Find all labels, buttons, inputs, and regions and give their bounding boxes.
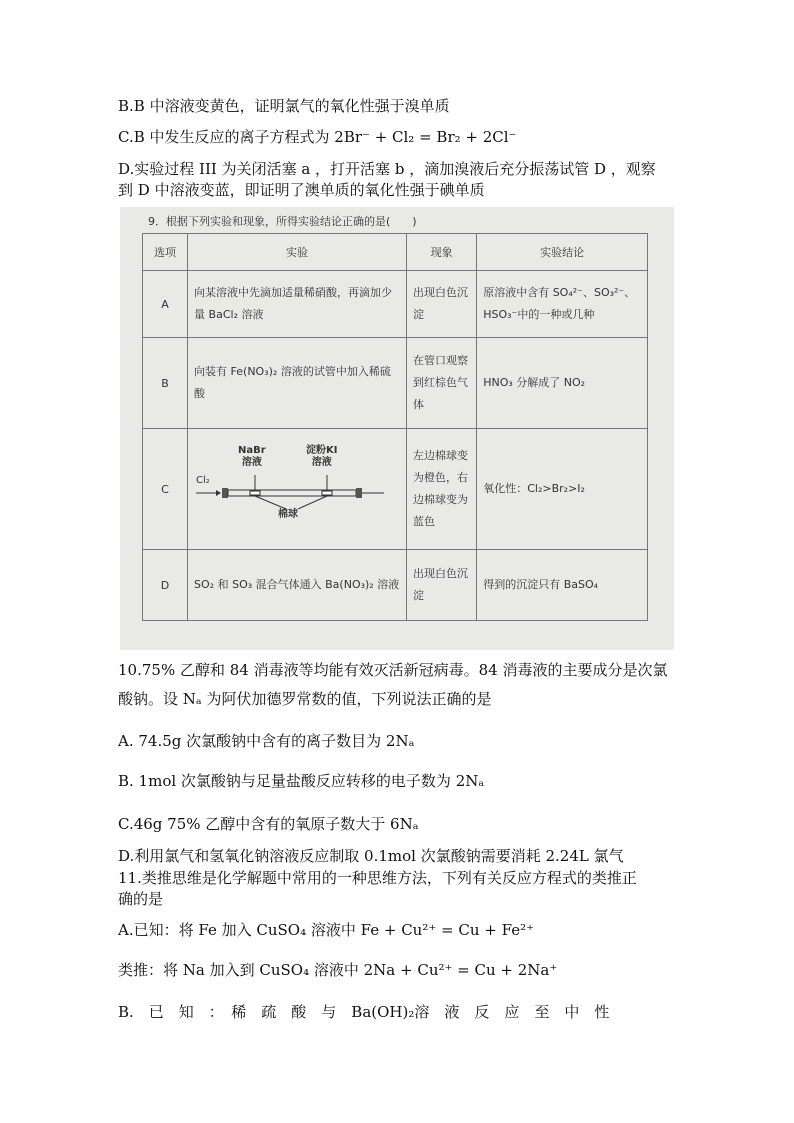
row-conclusion: 得到的沉淀只有 BaSO₄ bbox=[477, 550, 648, 621]
option-d-line-2: 到 D 中溶液变蓝，即证明了澳单质的氧化性强于碘单质 bbox=[118, 181, 485, 199]
label-cl2: Cl₂ bbox=[196, 475, 210, 486]
row-conclusion: 原溶液中含有 SO₄²⁻、SO₃²⁻、HSO₃⁻中的一种或几种 bbox=[477, 271, 648, 338]
tube-drawing bbox=[194, 439, 390, 539]
row-option: B bbox=[143, 338, 188, 429]
header-conclusion: 实验结论 bbox=[477, 234, 648, 271]
row-experiment: 向装有 Fe(NO₃)₂ 溶液的试管中加入稀硫酸 bbox=[188, 338, 407, 429]
question-9-photo bbox=[120, 207, 674, 650]
q10-stem-1: 10.75% 乙醇和 84 消毒液等均能有效灭活新冠病毒。84 消毒液的主要成分是次氯 bbox=[118, 661, 668, 679]
table-row bbox=[143, 429, 648, 550]
row-observation: 在管口观察到红棕色气体 bbox=[407, 338, 477, 429]
option-b-line: B.B 中溶液变黄色，证明氯气的氧化性强于溴单质 bbox=[118, 97, 450, 115]
q11-option-a-analogy: 类推：将 Na 加入到 CuSO₄ 溶液中 2Na + Cu²⁺ = Cu + 2Na⁺ bbox=[118, 961, 558, 979]
row-observation: 左边棉球变为橙色，右边棉球变为蓝色 bbox=[407, 429, 477, 550]
header-observation: 现象 bbox=[407, 234, 477, 271]
q11-stem-2: 确的是 bbox=[118, 890, 164, 908]
header-option: 选项 bbox=[143, 234, 188, 271]
apparatus-cell bbox=[188, 429, 407, 550]
label-ki: 淀粉KI 溶液 bbox=[306, 445, 338, 468]
q10-option-c: C.46g 75% 乙醇中含有的氧原子数大于 6Nₐ bbox=[118, 815, 419, 833]
row-observation: 出现白色沉淀 bbox=[407, 271, 477, 338]
row-option: D bbox=[143, 550, 188, 621]
q10-option-d: D.利用氯气和氢氧化钠溶液反应制取 0.1mol 次氯酸钠需要消耗 2.24L 氯气 bbox=[118, 847, 624, 865]
row-conclusion: HNO₃ 分解成了 NO₂ bbox=[477, 338, 648, 429]
row-option: C bbox=[143, 429, 188, 550]
q10-stem-2: 酸钠。设 Nₐ 为阿伏加德罗常数的值，下列说法正确的是 bbox=[118, 690, 492, 708]
question-9-title: 9．根据下列实验和现象，所得实验结论正确的是( ) bbox=[148, 215, 417, 228]
row-experiment: SO₂ 和 SO₃ 混合气体通入 Ba(NO₃)₂ 溶液 bbox=[188, 550, 407, 621]
q11-option-b: B. 已 知 ： 稀 疏 酸 与 Ba(OH)₂溶 液 反 应 至 中 性 bbox=[118, 1003, 610, 1021]
header-experiment: 实验 bbox=[188, 234, 407, 271]
q10-option-b: B. 1mol 次氯酸钠与足量盐酸反应转移的电子数为 2Nₐ bbox=[118, 772, 485, 790]
q10-option-a: A. 74.5g 次氯酸钠中含有的离子数目为 2Nₐ bbox=[118, 732, 415, 750]
option-d-line-1: D.实验过程 III 为关闭活塞 a ，打开活塞 b ，滴加溴液后充分振荡试管 D ，观察 bbox=[118, 160, 656, 178]
apparatus-diagram bbox=[194, 439, 390, 539]
row-observation: 出现白色沉淀 bbox=[407, 550, 477, 621]
table-row bbox=[143, 550, 648, 621]
option-c-line: C.B 中发生反应的离子方程式为 2Br⁻ + Cl₂ = Br₂ + 2Cl⁻ bbox=[118, 128, 517, 146]
label-ball: 棉球 bbox=[278, 509, 299, 520]
table-row bbox=[143, 271, 648, 338]
row-option: A bbox=[143, 271, 188, 338]
row-conclusion: 氧化性：Cl₂>Br₂>I₂ bbox=[477, 429, 648, 550]
question-9-table bbox=[142, 233, 648, 621]
table-row bbox=[143, 338, 648, 429]
q11-option-a-known: A.已知：将 Fe 加入 CuSO₄ 溶液中 Fe + Cu²⁺ = Cu + Fe²⁺ bbox=[118, 921, 535, 939]
row-experiment: 向某溶液中先滴加适量稀硝酸，再滴加少量 BaCl₂ 溶液 bbox=[188, 271, 407, 338]
q11-stem-1: 11.类推思维是化学解题中常用的一种思维方法，下列有关反应方程式的类推正 bbox=[118, 869, 637, 887]
label-nabr: NaBr 溶液 bbox=[238, 445, 266, 468]
